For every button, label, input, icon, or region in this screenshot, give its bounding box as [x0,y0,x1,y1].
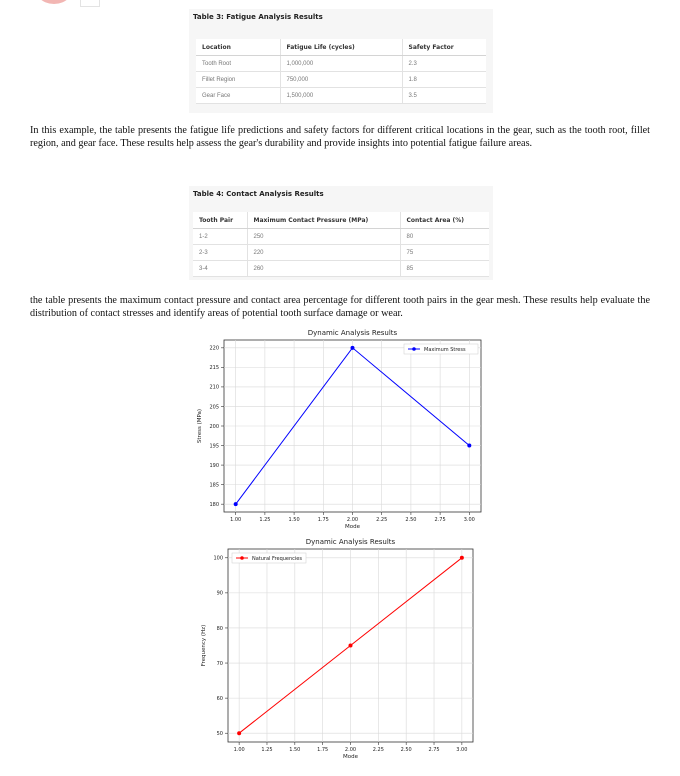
stress-x-tick-label: 2.25 [376,517,388,523]
frequency-data-point [460,556,464,560]
stress-data-point [351,346,355,350]
table3-header-safety-factor: Safety Factor [402,39,486,56]
stress-y-tick-label: 205 [209,404,219,411]
stress-y-tick-label: 210 [209,384,219,391]
frequency-legend-swatch-marker [240,556,244,560]
frequency-x-tick-label: 1.25 [261,747,273,753]
table-cell: 1,500,000 [280,88,402,104]
frequency-x-tick-label: 1.00 [233,747,245,753]
stress-y-axis-label: Stress (MPa) [197,408,203,444]
table4-header-max-pressure: Maximum Contact Pressure (MPa) [247,212,400,229]
table-cell: 80 [400,229,489,245]
frequency-legend-label: Natural Frequencies [252,555,302,562]
stress-chart-title: Dynamic Analysis Results [307,329,398,337]
table-cell: Fillet Region [196,72,280,88]
frequency-x-tick-label: 2.50 [400,747,412,753]
table4-header-tooth-pair: Tooth Pair [193,212,247,229]
stress-data-point [234,502,238,506]
stress-x-tick-label: 3.00 [463,517,475,523]
table-cell: 1.8 [402,72,486,88]
stress-y-tick-label: 180 [209,501,219,508]
frequency-x-tick-label: 2.75 [428,747,440,753]
stress-x-tick-label: 1.00 [230,517,242,523]
frequency-x-tick-label: 1.50 [289,747,301,753]
table-cell: 2-3 [193,245,247,261]
stress-x-tick-label: 2.00 [346,517,359,523]
table4-header-contact-area: Contact Area (%) [400,212,489,229]
stress-y-tick-label: 200 [209,423,219,430]
paragraph-contact-explanation: the table presents the maximum contact pressure and contact area percentage for different tooth pairs in the gear mesh. These results help evaluate the distribution of contact stresses and identify areas of potential tooth surface damage or wear. [30,295,650,319]
stress-y-tick-label: 185 [209,482,219,489]
frequency-y-tick-label: 100 [213,555,223,562]
frequency-data-point [349,644,353,648]
stress-x-tick-label: 2.75 [434,517,446,523]
frequency-y-tick-label: 80 [216,625,223,632]
frequency-x-axis-label: Mode [343,754,358,760]
frequency-y-axis-label: Frequency (Hz) [201,624,207,667]
table3-header-location: Location [196,39,280,56]
stress-y-tick-label: 215 [209,365,219,372]
stress-x-tick-label: 1.50 [288,517,300,523]
table3-title: Table 3: Fatigue Analysis Results [193,13,323,21]
table-cell: 2.3 [402,56,486,72]
table-cell: 260 [247,261,400,277]
table-cell: 3-4 [193,261,247,277]
frequency-data-point [237,731,241,735]
table-cell: 1,000,000 [280,56,402,72]
stress-legend-label: Maximum Stress [424,346,466,353]
table-cell: Tooth Root [196,56,280,72]
stress-y-tick-label: 195 [209,443,219,450]
frequency-y-tick-label: 50 [216,731,223,738]
frequency-x-tick-label: 3.00 [456,747,468,753]
table-cell: 220 [247,245,400,261]
frequency-x-tick-label: 2.00 [344,747,357,753]
table4-title: Table 4: Contact Analysis Results [193,190,324,198]
frequency-y-tick-label: 90 [216,590,223,597]
table-cell: 250 [247,229,400,245]
table-cell: 3.5 [402,88,486,104]
stress-y-tick-label: 190 [209,462,219,469]
paragraph-fatigue-explanation: In this example, the table presents the fatigue life predictions and safety factors for different critical locations in the gear, such as the tooth root, fillet region, and gear face. These results help assess the gear's durability and provide insights into potential fatigue failure areas. [30,125,650,149]
table3-header-fatigue-life: Fatigue Life (cycles) [280,39,402,56]
stress-x-tick-label: 1.75 [317,517,329,523]
stress-y-tick-label: 220 [209,345,219,352]
table-cell: Gear Face [196,88,280,104]
table-cell: 85 [400,261,489,277]
frequency-y-tick-label: 70 [216,660,223,667]
frequency-x-tick-label: 1.75 [317,747,329,753]
stress-x-tick-label: 1.25 [259,517,271,523]
frequency-x-tick-label: 2.25 [372,747,384,753]
stress-x-axis-label: Mode [345,524,360,530]
stress-data-point [467,444,471,448]
table-cell: 1-2 [193,229,247,245]
stress-legend-swatch-marker [412,347,416,351]
table-cell: 750,000 [280,72,402,88]
frequency-chart-title: Dynamic Analysis Results [305,538,396,546]
table-cell: 75 [400,245,489,261]
frequency-y-tick-label: 60 [216,695,223,702]
stress-x-tick-label: 2.50 [405,517,417,523]
